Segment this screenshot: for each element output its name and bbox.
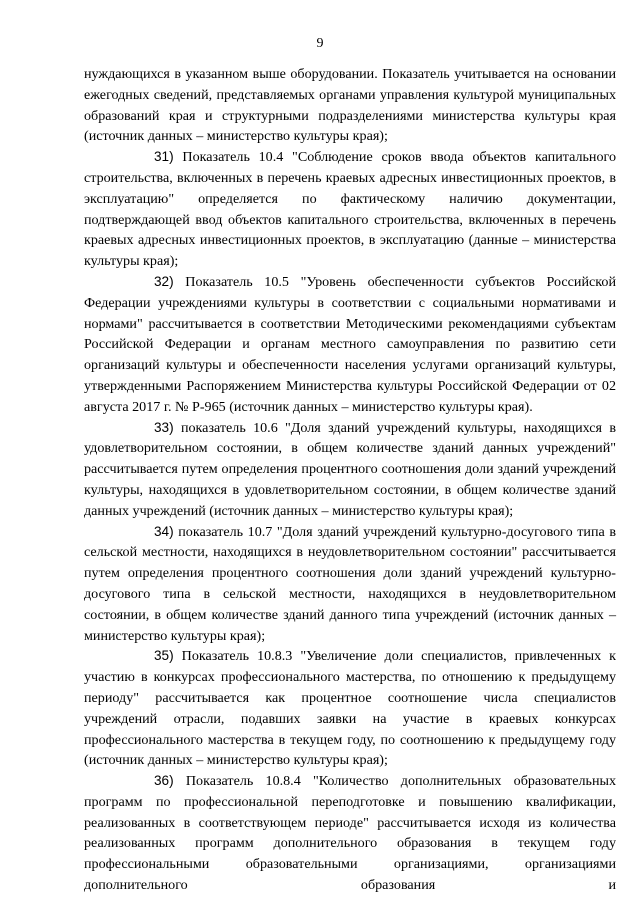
paragraph-text: Показатель 10.8.4 "Количество дополнительных образовательных программ по профессиональной переподготовке и повышению квалификации, реализованных в соответствующем периоде" рассчитывается исходя из количества реализованных программ дополнительного образования в текущем году профессиональными образовательными организациями, организациями дополнительного образования и [84,773,616,894]
document-body [84,64,616,896]
item-number: 36) [154,773,174,789]
paragraph-text: Показатель 10.4 "Соблюдение сроков ввода объектов капитального строительства, включенных в перечень краевых адресных инвестиционных проектов, в эксплуатацию" определяется по фактическому наличию документации, подтверждающей ввод объектов капитального строительства, включенных в перечень краевых адресных инвестиционных проектов, в эксплуатацию (данные – министерства культуры края); [84,149,616,270]
item-number: 32) [154,273,174,289]
paragraph-item-36 [84,771,616,896]
item-number: 33) [154,419,174,435]
paragraph-text: показатель 10.6 "Доля зданий учреждений культуры, находящихся в удовлетворительном состоянии, в общем количестве зданий данных учреждений" рассчитывается путем определения процентного соотношения доли зданий учреждений культуры, находящихся в удовлетворительном состоянии, в общем количестве зданий данных учреждений (источник данных – министерство культуры края); [84,419,616,519]
page-number: 9 [316,36,324,51]
paragraph-item-35 [84,646,616,771]
paragraph-item-34 [84,522,616,647]
paragraph-text: показатель 10.7 "Доля зданий учреждений культурно-досугового типа в сельской местности, находящихся в неудовлетворительном состоянии" рассчитывается путем определения процентного соотношения доли зданий учреждений культурно-досугового типа в сельской местности, находящихся в неудовлетворительном состоянии, в общем количестве зданий данного типа учреждений (источник данных – министерство культуры края); [84,523,616,644]
paragraph-item-31 [84,147,616,272]
paragraph-text: нуждающихся в указанном выше оборудовании. Показатель учитывается на основании ежегодных сведений, представляемых органами управления культурой муниципальных образований края и структурными подразделениями министерства культуры края (источник данных – министерство культуры края); [84,66,616,145]
paragraph-continuation [84,64,616,147]
item-number: 35) [154,648,174,664]
item-number: 31) [154,149,174,165]
paragraph-item-33 [84,418,616,522]
paragraph-item-32 [84,272,616,418]
item-number: 34) [154,523,174,539]
paragraph-text: Показатель 10.5 "Уровень обеспеченности субъектов Российской Федерации учреждениями культуры в соответствии с социальными нормативами и нормами" рассчитывается в соответствии Методическими рекомендациями субъектам Российской Федерации и органам местного самоуправления по развитию сети организаций культуры и обеспеченности населения услугами организаций культуры, утвержденными Распоряжением Министерства культуры Российской Федерации от 02 августа 2017 г. № Р-965 (источник данных – министерство культуры края). [84,273,616,415]
paragraph-text: Показатель 10.8.3 "Увеличение доли специалистов, привлеченных к участию в конкурсах профессионального мастерства, по отношению к предыдущему периоду" рассчитывается как процентное соотношение числа специалистов учреждений отрасли, подавших заявки на участие в краевых конкурсах профессионального мастерства в текущем году, по соотношению к предыдущему году (источник данных – министерство культуры края); [84,648,616,769]
